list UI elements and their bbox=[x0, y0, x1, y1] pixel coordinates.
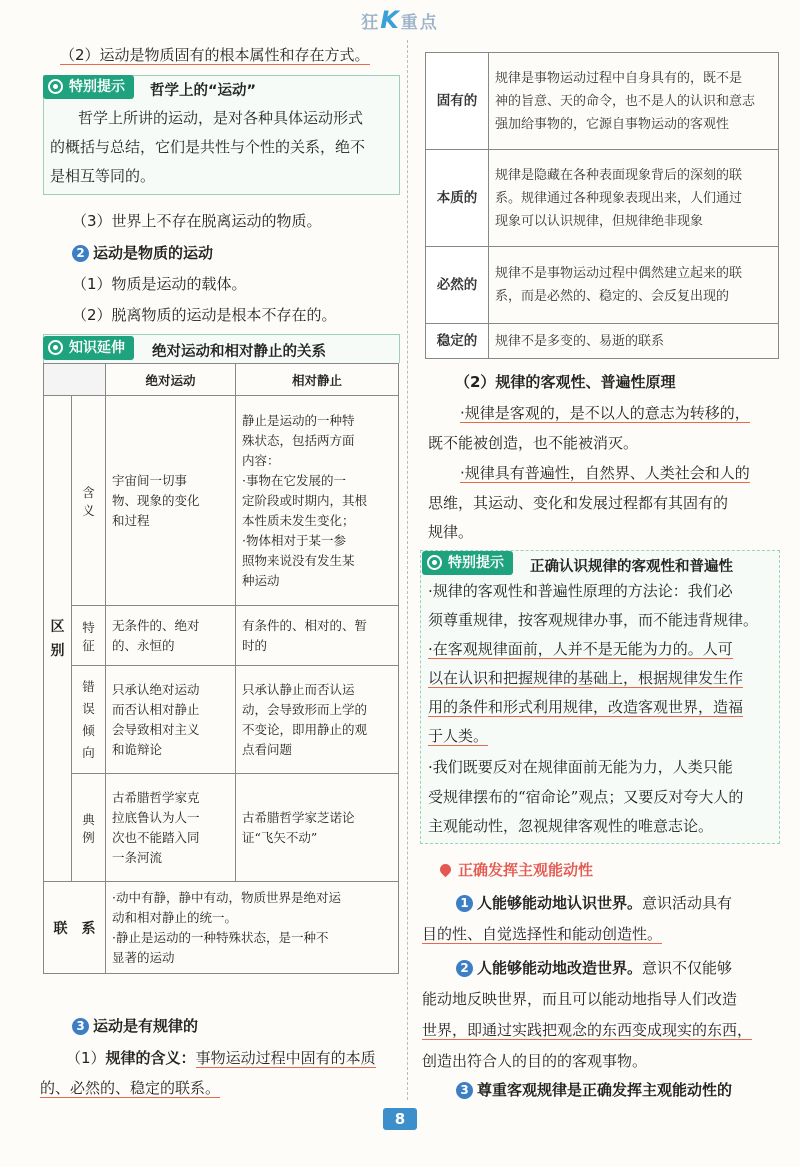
column-divider bbox=[407, 40, 408, 1100]
extension-title: 绝对运动和相对静止的关系 bbox=[152, 344, 326, 360]
paragraph: 既不能被创造，也不能被消灭。 bbox=[428, 434, 639, 452]
page-number: 8 bbox=[383, 1108, 417, 1130]
tip-line: 受规律摆布的“宿命论”观点；又要反对夸大人的 bbox=[428, 788, 744, 806]
row-label: 错误 倾向 bbox=[72, 666, 106, 774]
paragraph: ·规律具有普遍性，自然界、人类社会和人的 bbox=[460, 464, 750, 482]
paragraph: （2）规律的客观性、普遍性原理 bbox=[455, 373, 676, 391]
tip-line: 以在认识和把握规律的基础上，根据规律发生作 bbox=[428, 669, 744, 687]
group-label: 区别 bbox=[44, 396, 72, 882]
rule-key: 固有的 bbox=[426, 53, 489, 150]
paragraph: （2）脱离物质的运动是根本不存在的。 bbox=[72, 306, 337, 324]
tip-tag-label: 特别提示 bbox=[448, 555, 504, 571]
special-tip-tag bbox=[422, 551, 513, 575]
tip-icon bbox=[48, 340, 63, 355]
paragraph: 目的性、自觉选择性和能动创造性。 bbox=[422, 925, 663, 943]
header-text-pre: 狂 bbox=[361, 13, 381, 33]
number-badge: 3 bbox=[456, 1082, 473, 1099]
tip-line: ·在客观规律面前，人并不是无能为力的。人可 bbox=[428, 640, 733, 658]
header-k-logo: K bbox=[380, 6, 401, 34]
section-heading bbox=[72, 242, 213, 264]
col-header: 绝对运动 bbox=[106, 364, 236, 396]
motion-rest-table bbox=[43, 363, 399, 974]
rule-desc: 规律是隐藏在各种表面现象背后的深刻的联 系。规律通过各种现象表现出来，人们通过 现象可以认识规律，但规律绝非现象 bbox=[489, 150, 779, 247]
number-badge: 2 bbox=[72, 245, 89, 262]
section-title: 正确发挥主观能动性 bbox=[458, 861, 594, 879]
tip-line: 于人类。 bbox=[428, 727, 489, 745]
paragraph: （1）物质是运动的载体。 bbox=[72, 275, 247, 293]
col-header: 相对静止 bbox=[236, 364, 399, 396]
paragraph: 3 尊重客观规律是正确发挥主观能动性的 bbox=[456, 1079, 732, 1101]
tip-icon bbox=[48, 79, 63, 94]
paragraph: 的、必然的、稳定的联系。 bbox=[40, 1079, 221, 1097]
row-label: 典例 bbox=[72, 774, 106, 882]
paragraph: （1）规律的含义：事物运动过程中固有的本质 bbox=[66, 1049, 376, 1067]
paragraph: 规律。 bbox=[428, 523, 474, 541]
number-badge: 3 bbox=[72, 1018, 89, 1035]
paragraph: 能动地反映世界，而且可以能动地指导人们改造 bbox=[422, 990, 738, 1008]
tip-tag-label: 特别提示 bbox=[69, 79, 125, 95]
knowledge-extension-tag bbox=[43, 336, 134, 360]
rule-key: 稳定的 bbox=[426, 324, 489, 359]
table-cell: 静止是运动的一种特 殊状态，包括两方面 内容： ·事物在它发展的一 定阶段或时期内，其根 本性质未发生变化； ·物体相对于某一参 照物来说没有发生某 种运动 bbox=[236, 396, 399, 606]
tip-line: 须尊重规律，按客观规律办事，而不能违背规律。 bbox=[428, 611, 759, 629]
table-cell: 无条件的、绝对 的、永恒的 bbox=[106, 606, 236, 666]
tip-line: 用的条件和形式利用规律，改造客观世界，造福 bbox=[428, 698, 744, 716]
tip-title: 哲学上的“运动” bbox=[150, 83, 257, 99]
table-cell: 有条件的、相对的、暂 时的 bbox=[236, 606, 399, 666]
rule-desc: 规律是事物运动过程中自身具有的，既不是 神的旨意、天的命令，也不是人的认识和意志 强加给事物的，它源自事物运动的客观性 bbox=[489, 53, 779, 150]
rule-desc: 规律不是事物运动过程中偶然建立起来的联 系，而是必然的、稳定的、会反复出现的 bbox=[489, 247, 779, 324]
tip-line: 是相互等同的。 bbox=[50, 167, 156, 185]
rule-key: 本质的 bbox=[426, 150, 489, 247]
tip-line: 哲学上所讲的运动，是对各种具体运动形式 bbox=[78, 109, 364, 127]
section-marker-icon bbox=[438, 862, 454, 878]
heading-text: 运动是有规律的 bbox=[93, 1017, 199, 1035]
paragraph: （3）世界上不存在脱离运动的物质。 bbox=[72, 212, 322, 230]
table-cell: 只承认静止而否认运 动，会导致形而上学的 不变论，即用静止的观 点看问题 bbox=[236, 666, 399, 774]
paragraph: 2 人能够能动地改造世界。意识不仅能够 bbox=[456, 957, 732, 979]
rule-key: 必然的 bbox=[426, 247, 489, 324]
paragraph: 创造出符合人的目的的客观事物。 bbox=[422, 1052, 648, 1070]
tip-title: 正确认识规律的客观性和普遍性 bbox=[530, 559, 733, 575]
tag-label: 知识延伸 bbox=[69, 340, 125, 356]
tip-icon bbox=[427, 555, 442, 570]
paragraph: 1 人能够能动地认识世界。意识活动具有 bbox=[456, 892, 732, 914]
number-badge: 1 bbox=[456, 895, 473, 912]
page-header bbox=[0, 6, 800, 34]
section-heading bbox=[72, 1015, 198, 1037]
heading-text: 运动是物质的运动 bbox=[93, 244, 214, 262]
special-tip-tag bbox=[43, 75, 134, 99]
number-badge: 2 bbox=[456, 960, 473, 977]
paragraph: ·规律是客观的，是不以人的意志为转移的， bbox=[460, 404, 750, 422]
header-text-post: 重点 bbox=[400, 13, 439, 33]
table-cell: 只承认绝对运动 而否认相对静止 会导致相对主义 和诡辩论 bbox=[106, 666, 236, 774]
table-cell: 古希腊哲学家芝诺论 证“飞矢不动” bbox=[236, 774, 399, 882]
table-cell: 宇宙间一切事 物、现象的变化 和过程 bbox=[106, 396, 236, 606]
paragraph: 思维，其运动、变化和发展过程都有其固有的 bbox=[428, 494, 729, 512]
tip-line: 的概括与总结，它们是共性与个性的关系，绝不 bbox=[50, 138, 366, 156]
paragraph-text: （2）运动是物质固有的根本属性和存在方式。 bbox=[60, 46, 370, 64]
row-label: 联 系 bbox=[44, 882, 106, 974]
paragraph bbox=[60, 44, 370, 66]
row-label: 特征 bbox=[72, 606, 106, 666]
rule-desc: 规律不是多变的、易逝的联系 bbox=[489, 324, 779, 359]
paragraph: 世界，即通过实践把观念的东西变成现实的东西， bbox=[422, 1021, 753, 1039]
row-label: 含义 bbox=[72, 396, 106, 606]
table-cell: ·动中有静，静中有动，物质世界是绝对运 动和相对静止的统一。 ·静止是运动的一种特殊状态，是一种不 显著的运动 bbox=[106, 882, 399, 974]
tip-line: 主观能动性，忽视规律客观性的唯意志论。 bbox=[428, 817, 714, 835]
rules-table bbox=[425, 52, 779, 359]
tip-line: ·我们既要反对在规律面前无能为力，人类只能 bbox=[428, 758, 733, 776]
tip-line: ·规律的客观性和普遍性原理的方法论：我们必 bbox=[428, 582, 733, 600]
table-cell: 古希腊哲学家克 拉底鲁认为人一 次也不能踏入同 一条河流 bbox=[106, 774, 236, 882]
